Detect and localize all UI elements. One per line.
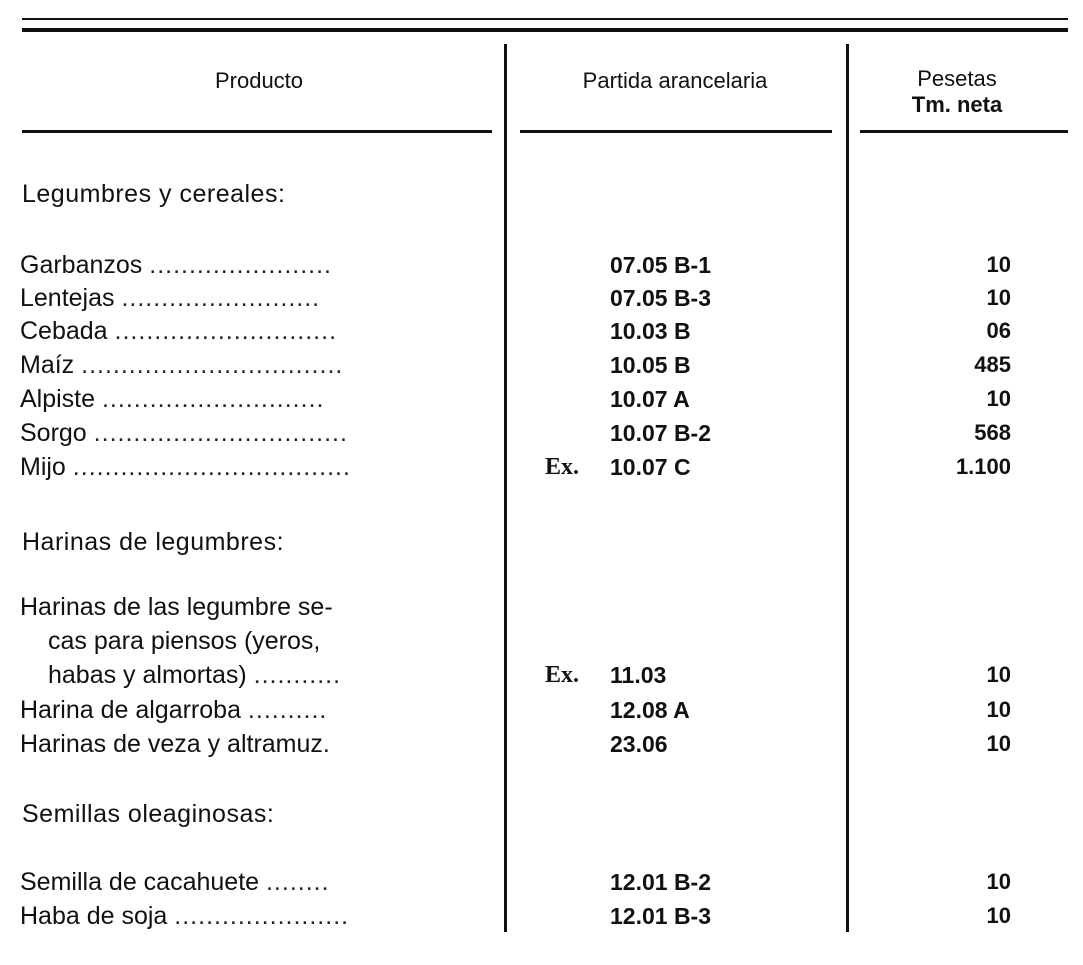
product-name: Cebada ............................ <box>20 317 338 345</box>
column-separator-1 <box>504 44 507 932</box>
top-rule-thick <box>22 28 1068 32</box>
product-name: Semilla de cacahuete ........ <box>20 868 330 896</box>
tariff-code: 07.05 B-3 <box>610 285 712 311</box>
price-value: 1.100 <box>955 454 1011 479</box>
product-name: Alpiste ............................ <box>20 385 325 413</box>
price-value: 485 <box>974 352 1011 377</box>
product-name: Harinas de veza y altramuz. <box>20 730 330 758</box>
header-underline-partida <box>520 130 832 133</box>
tariff-code: 10.03 B <box>610 318 691 344</box>
tariff-code: 10.05 B <box>610 352 691 378</box>
tariff-code: 10.07 C <box>610 454 691 480</box>
header-partida: Partida arancelaria <box>582 68 768 93</box>
header-pesetas-line1: Pesetas <box>917 66 997 91</box>
price-value: 10 <box>986 731 1011 756</box>
section-title-legumbres: Legumbres y cereales: <box>22 180 286 208</box>
header-underline-pesetas <box>860 130 1068 133</box>
product-name: Harina de algarroba .......... <box>20 696 328 724</box>
tariff-code: 07.05 B-1 <box>610 252 712 278</box>
tariff-code: 12.01 B-3 <box>610 903 712 929</box>
product-name: Haba de soja ...................... <box>20 902 350 930</box>
tariff-code: 12.01 B-2 <box>610 869 712 895</box>
price-value: 10 <box>986 903 1011 928</box>
price-value: 06 <box>986 318 1011 343</box>
product-name: Sorgo ................................ <box>20 419 348 447</box>
product-name: Mijo ................................... <box>20 453 351 481</box>
tariff-code: 10.07 A <box>610 386 690 412</box>
product-name: Maíz ................................. <box>20 351 344 379</box>
header-pesetas-line2: Tm. neta <box>911 92 1003 117</box>
column-separator-2 <box>846 44 849 932</box>
ex-marker: Ex. <box>545 454 580 480</box>
header-underline-producto <box>22 130 492 133</box>
top-rule-thin <box>22 18 1068 20</box>
product-name: Lentejas ......................... <box>20 284 321 312</box>
price-value: 10 <box>986 869 1011 894</box>
ex-marker: Ex. <box>545 662 580 688</box>
product-name: Garbanzos ....................... <box>20 251 333 279</box>
price-value: 10 <box>986 285 1011 310</box>
tariff-code: 11.03 <box>610 662 667 688</box>
price-value: 568 <box>974 420 1011 445</box>
price-value: 10 <box>986 697 1011 722</box>
section-title-semillas: Semillas oleaginosas: <box>22 800 275 828</box>
tariff-code: 23.06 <box>610 731 668 757</box>
tariff-code: 10.07 B-2 <box>610 420 712 446</box>
product-name: Harinas de las legumbre se- cas para piensos (yeros, habas y almortas) ........... <box>20 593 342 689</box>
header-producto: Producto <box>214 68 304 93</box>
price-value: 10 <box>986 386 1011 411</box>
price-value: 10 <box>986 252 1011 277</box>
tariff-code: 12.08 A <box>610 697 690 723</box>
section-title-harinas: Harinas de legumbres: <box>22 528 285 556</box>
price-value: 10 <box>986 662 1011 687</box>
